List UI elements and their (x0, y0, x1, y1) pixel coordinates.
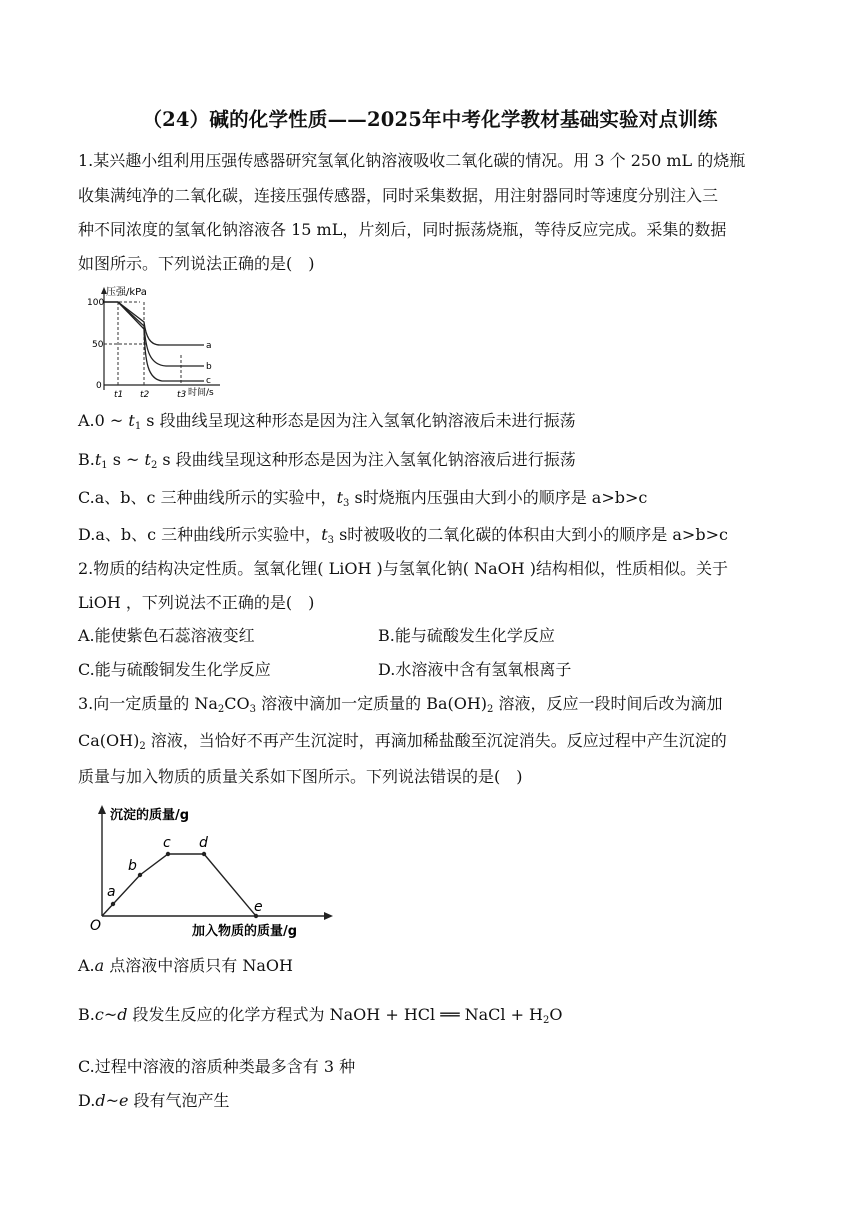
q3-stem-line-2: $Ca(OH)_2$ 溶液，当恰好不再产生沉淀时，再滴加稀盐酸至沉淀消失。反应过程中产生沉淀的 (78, 731, 727, 752)
precipitate-chart (80, 800, 340, 945)
point-label-d: d (199, 835, 208, 851)
precipitate-chart-x-arrow (324, 912, 333, 920)
curve-label-a: a (206, 341, 212, 351)
point-label-c: c (163, 835, 171, 851)
pressure-chart-y-label: 压强/kPa (106, 287, 147, 298)
q2-option-d[interactable]: D.水溶液中含有氢氧根离子 (378, 660, 572, 679)
curve-b (104, 302, 204, 366)
q3-option-b[interactable]: B.c~d 段发生反应的化学方程式为 NaOH + HCl ══ NaCl + $H_2O$ (78, 1005, 563, 1026)
point-a (111, 902, 115, 906)
q3-option-c[interactable]: C.过程中溶液的溶质种类最多含有 3 种 (78, 1057, 356, 1076)
pressure-chart-x-label: 时间/s (188, 388, 214, 398)
q1-stem-line-2: 收集满纯净的二氧化碳，连接压强传感器，同时采集数据，用注射器同时等速度分别注入三 (78, 186, 719, 205)
q1-option-d[interactable]: D.a、b、c 三种曲线所示实验中，$t_3$ s时被吸收的二氧化碳的体积由大到小的顺序是 a>b>c (78, 525, 728, 546)
curve-a (104, 302, 204, 345)
point-label-e: e (254, 899, 263, 915)
q1-option-a[interactable]: A.0 ~ $t_1$ s 段曲线呈现这种形态是因为注入氢氧化钠溶液后未进行振荡 (78, 411, 576, 432)
pressure-chart-y-tick-100: 100 (87, 298, 105, 308)
point-d (202, 852, 206, 856)
q2-option-b[interactable]: B.能与硫酸发生化学反应 (378, 626, 555, 645)
q1-stem-line-3: 种不同浓度的氢氧化钠溶液各 15 mL，片刻后，同时振荡烧瓶，等待反应完成。采集的数据 (78, 220, 727, 239)
q3-option-d[interactable]: D.d~e 段有气泡产生 (78, 1091, 230, 1110)
pressure-chart-x-tick-t2: t2 (140, 390, 150, 400)
page-title: （24）碱的化学性质——2025年中考化学教材基础实验对点训练 (142, 108, 718, 131)
precipitate-chart-y-arrow (98, 805, 106, 814)
q1-option-b[interactable]: $B.t_1$ s ~ $t_2$ s 段曲线呈现这种形态是因为注入氢氧化钠溶液后进行振荡 (78, 450, 576, 471)
point-c (166, 852, 170, 856)
precipitate-chart-origin: O (90, 918, 102, 934)
pressure-chart (84, 285, 224, 401)
q2-option-c[interactable]: C.能与硫酸铜发生化学反应 (78, 660, 271, 679)
curve-label-b: b (206, 362, 212, 372)
q3-stem-line-3: 质量与加入物质的质量关系如下图所示。下列说法错误的是( ) (78, 767, 523, 786)
point-b (138, 873, 142, 877)
point-label-a: a (107, 884, 116, 900)
point-label-b: b (128, 858, 137, 874)
q1-stem-line-1: 1.某兴趣小组利用压强传感器研究氢氧化钠溶液吸收二氧化碳的情况。用 3 个 250 mL 的烧瓶 (78, 151, 746, 170)
q2-stem-line-2: LiOH ，下列说法不正确的是( ) (78, 593, 315, 612)
q2-option-a[interactable]: A.能使紫色石蕊溶液变红 (78, 626, 255, 645)
pressure-chart-x-tick-t1: t1 (114, 390, 124, 400)
precipitate-chart-x-label: 加入物质的质量/g (192, 924, 298, 939)
pressure-chart-y-tick-0: 0 (96, 381, 102, 391)
precipitate-chart-y-label: 沉淀的质量/g (110, 808, 190, 823)
q2-stem-line-1: 2.物质的结构决定性质。氢氧化锂( LiOH )与氢氧化钠( NaOH )结构相似，性质相似。关于 (78, 559, 729, 578)
q3-option-a[interactable]: A.a 点溶液中溶质只有 NaOH (78, 956, 293, 975)
q1-option-c[interactable]: C.a、b、c 三种曲线所示的实验中，$t_3$ s时烧瓶内压强由大到小的顺序是 a>b>c (78, 488, 648, 509)
q1-stem-line-4: 如图所示。下列说法正确的是( ) (78, 254, 315, 273)
pressure-chart-x-tick-t3: t3 (177, 390, 187, 400)
curve-label-c: c (206, 376, 211, 386)
pressure-chart-y-tick-50: 50 (92, 340, 104, 350)
curve-c (104, 302, 204, 381)
q3-stem-line-1: 3.向一定质量的 $Na_2CO_3$ 溶液中滴加一定质量的 $Ba(OH)_2$ 溶液，反应一段时间后改为滴加 (78, 694, 723, 715)
precipitate-curve (102, 854, 256, 916)
